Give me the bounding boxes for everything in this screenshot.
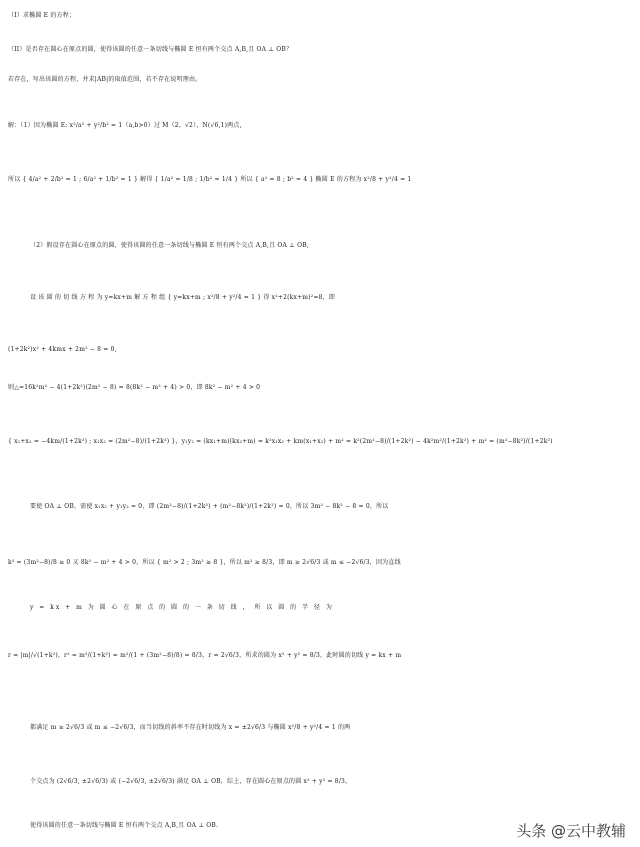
solution-1-intro: 解：（1）因为椭圆 E: x²/a² + y²/b² = 1（a,b>0）过 M（2，√2），N(√6,1)两点, [8, 122, 242, 129]
solution-1-system: 所以 { 4/a² + 2/b² = 1 ; 6/a² + 1/b² = 1 } 解得 { 1/a² = 1/8 ; 1/b² = 1/4 } 所以 { a² = 8 ; b² = 4 } 椭圆 E 的方程为 x²/8 + y²/4 = 1 [8, 176, 412, 183]
watermark: 头条 @云中教辅 [516, 822, 626, 840]
question-part-2: （II）是否存在圆心在原点的圆，使得该圆的任意一条切线与椭圆 E 恒有两个交点 A,B,且 OA ⊥ OB？ [8, 46, 293, 53]
quadratic-equation: (1+2k²)x² + 4kmx + 2m² − 8 = 0, [8, 346, 117, 353]
k-squared-line: k² = (3m²−8)/8 ≥ 0 又 8k² − m² + 4 > 0，所以 { m² > 2 ; 3m² ≥ 8 }，所以 m² ≥ 8/3，即 m ≥ 2√6/3 或 m ≤ −2√6/3，因为直线 [8, 559, 401, 566]
discriminant-line: 则△=16k²m² − 4(1+2k²)(2m² − 8) = 8(8k² − m² + 4) > 0，即 8k² − m² + 4 > 0 [8, 384, 261, 391]
tangent-system: 设 该 圆 的 切 线 方 程 为 y=kx+m 解 方 程 组 { y=kx+m ; x²/8 + y²/4 = 1 } 得 x²+2(kx+m)²=8，即 [30, 294, 335, 301]
intersection-points-line: 个交点为 (2√6/3, ±2√6/3) 或 (−2√6/3, ±2√6/3) 满足 OA ⊥ OB，综上，存在圆心在原点的圆 x² + y² = 8/3， [30, 778, 352, 785]
vertical-tangent-line: 都满足 m ≥ 2√6/3 或 m ≤ −2√6/3，而当切线的斜率不存在时切线为 x = ±2√6/3 与椭圆 x²/8 + y²/4 = 1 的两 [30, 724, 351, 731]
tangent-line-statement: y = kx + m 为 圆 心 在 原 点 的 圆 的 一 条 切 线 ， 所 以 圆 的 半 径 为 [30, 604, 334, 611]
radius-line: r = |m|/√(1+k²)，r² = m²/(1+k²) = m²/(1 + (3m²−8)/8) = 8/3，r = 2√6/3，所求的圆为 x² + y² = 8/3，此时圆的切线 y = kx + m [8, 652, 402, 659]
perpendicular-condition: 要使 OA ⊥ OB，需使 x₁x₂ + y₁y₂ = 0，即 (2m²−8)/(1+2k²) + (m²−8k²)/(1+2k²) = 0，所以 3m² − 8k² − 8 = 0，所以 [30, 503, 389, 510]
conclusion-line: 使得该圆的任意一条切线与椭圆 E 恒有两个交点 A,B,且 OA ⊥ OB. [30, 822, 219, 829]
question-part-2-cont: 若存在，写出该圆的方程，并求|AB|的取值范围，若不存在说明理由。 [8, 76, 202, 83]
vieta-line: { x₁+x₂ = −4km/(1+2k²) ; x₁x₂ = (2m²−8)/(1+2k²) }，y₁y₂ = (kx₁+m)(kx₂+m) = k²x₁x₂ + km(x₁+x₂) + m² = k²(2m²−8)/(1+2k²) − 4k²m²/(1+2k²) + m² = (m²−8k²)/(1+2k²) [8, 438, 553, 445]
solution-2-intro: （2）假设存在圆心在原点的圆，使得该圆的任意一条切线与椭圆 E 恒有两个交点 A,B,且 OA ⊥ OB, [30, 242, 309, 249]
question-part-1: （I）求椭圆 E 的方程； [8, 12, 76, 19]
